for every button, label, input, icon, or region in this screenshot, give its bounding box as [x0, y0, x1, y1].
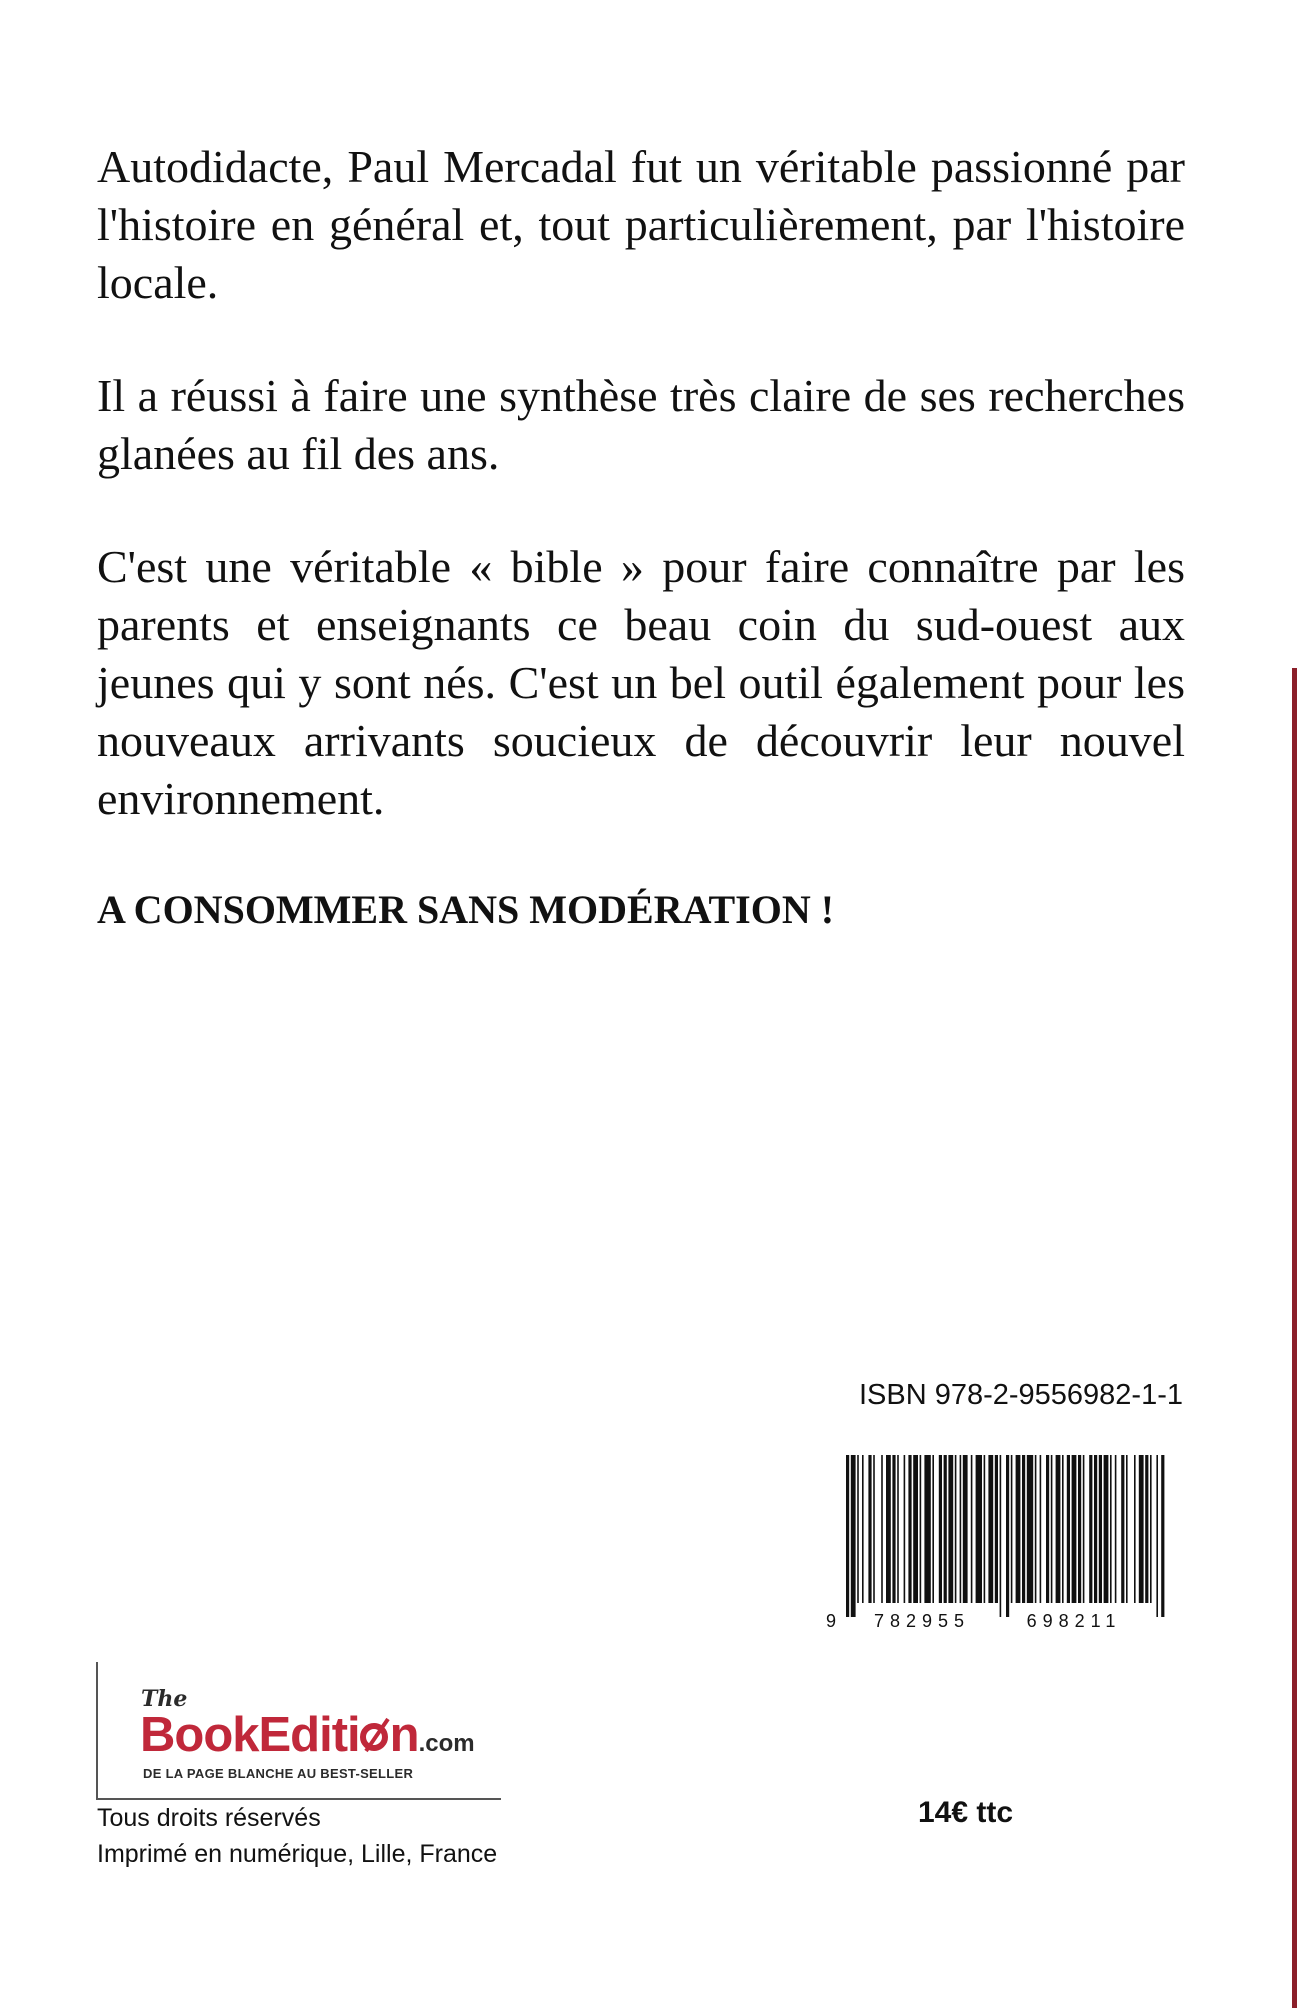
barcode-bar	[995, 1455, 998, 1603]
barcode-bar	[1150, 1455, 1152, 1603]
barcode-bar	[920, 1455, 922, 1603]
barcode-bar	[976, 1455, 982, 1603]
logo-name: BookEditi	[140, 1708, 360, 1762]
body-paragraph-2: Il a réussi à faire une synthèse très claire de ses recherches glanées au fil des ans.	[97, 370, 1185, 479]
barcode-digits-right: 698211	[1026, 1611, 1122, 1631]
barcode-bar	[944, 1455, 947, 1603]
barcode-bar	[1011, 1455, 1013, 1603]
logo-dotcom: .com	[418, 1730, 475, 1757]
barcode-bar	[1035, 1455, 1037, 1603]
isbn-label: ISBN 978-2-9556982-1-1	[858, 1379, 1183, 1411]
barcode-bar	[1000, 1455, 1002, 1617]
logo-wordmark	[140, 1709, 475, 1770]
barcode-bar	[1006, 1455, 1009, 1617]
barcode-bar	[988, 1455, 993, 1603]
barcode-bar	[1016, 1455, 1021, 1603]
barcode-bar	[1072, 1455, 1077, 1603]
spine-line	[1292, 668, 1297, 2008]
barcode-bar	[932, 1455, 934, 1603]
barcode-bar	[897, 1455, 899, 1603]
barcode-bar	[1051, 1455, 1053, 1603]
logo-tagline: DE LA PAGE BLANCHE AU BEST-SELLER	[143, 1766, 414, 1781]
barcode-bar	[1139, 1455, 1144, 1603]
barcode-bar	[971, 1455, 973, 1603]
barcode-bar	[851, 1455, 856, 1617]
price: 14€ ttc	[918, 1796, 1014, 1829]
barcode-bar	[892, 1455, 895, 1603]
barcode-bar	[963, 1455, 968, 1603]
barcode-bar	[1121, 1455, 1124, 1603]
barcode-bar	[1110, 1455, 1112, 1603]
barcode-bar	[924, 1455, 930, 1603]
barcode-bar	[862, 1455, 864, 1603]
logo-the: The	[141, 1686, 188, 1712]
rights-block	[97, 1800, 497, 1872]
barcode-bar	[1062, 1455, 1064, 1603]
barcode-bar	[1022, 1455, 1025, 1603]
body-paragraph-1: Autodidacte, Paul Mercadal fut un véritable passionné par l'histoire en général et, tout particulièrement, par l'histoire locale.	[97, 141, 1185, 308]
logo-vertical-rule	[96, 1662, 98, 1800]
barcode-bar	[1027, 1455, 1033, 1603]
barcode-bar	[846, 1455, 849, 1617]
barcode-bar	[1134, 1455, 1136, 1603]
rights-line-2: Imprimé en numérique, Lille, France	[97, 1840, 498, 1868]
barcode	[822, 1455, 1184, 1635]
body-paragraph-3: C'est une véritable « bible » pour faire connaître par les parents et enseignants ce beau coin du sud-ouest aux jeunes qui y sont nés. C'est un bel outil également pour les nouveaux arrivants soucieux de découvrir leur nouvel environnement.	[97, 541, 1185, 824]
barcode-bar	[1115, 1455, 1117, 1603]
barcode-bar	[857, 1455, 859, 1603]
barcode-bar	[1104, 1455, 1109, 1603]
barcode-bar	[1156, 1455, 1158, 1617]
barcode-bar	[960, 1455, 962, 1603]
barcode-bar	[984, 1455, 986, 1603]
barcode-digits-left: 782955	[873, 1611, 971, 1631]
barcode-bar	[955, 1455, 957, 1603]
barcode-bar	[1046, 1455, 1049, 1603]
barcode-bar	[1145, 1455, 1148, 1603]
barcode-bar	[1040, 1455, 1042, 1603]
barcode-bar	[908, 1455, 911, 1603]
barcode-bar	[913, 1455, 918, 1603]
barcode-bar	[886, 1455, 891, 1603]
barcode-bar	[904, 1455, 906, 1603]
barcode-bars	[846, 1455, 1164, 1617]
barcode-bar	[868, 1455, 871, 1603]
barcode-bar	[1126, 1455, 1128, 1603]
publisher-logo	[96, 1662, 506, 1800]
logo-o-icon	[360, 1719, 390, 1753]
barcode-bar	[948, 1455, 953, 1603]
motto: A CONSOMMER SANS MODÉRATION !	[97, 887, 835, 932]
rights-line-1: Tous droits réservés	[97, 1804, 321, 1832]
logo-name-end: n	[389, 1708, 419, 1762]
barcode-bar	[1089, 1455, 1092, 1603]
barcode-bar	[939, 1455, 942, 1603]
barcode-bar	[1161, 1455, 1164, 1617]
barcode-bar	[881, 1455, 883, 1603]
barcode-digit-prefix: 9	[826, 1611, 837, 1631]
barcode-bar	[1094, 1455, 1097, 1603]
barcode-bar	[873, 1455, 875, 1603]
barcode-bar	[1099, 1455, 1102, 1603]
barcode-bar	[1078, 1455, 1081, 1603]
barcode-bar	[1083, 1455, 1085, 1603]
barcode-bar	[1067, 1455, 1070, 1603]
barcode-bar	[1056, 1455, 1061, 1603]
